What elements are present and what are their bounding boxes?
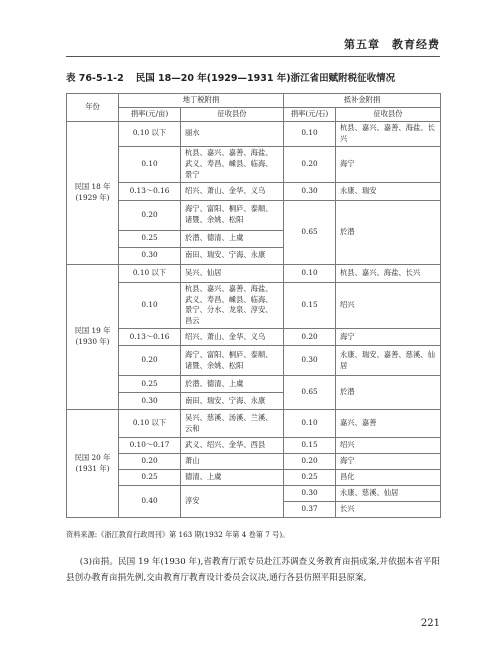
header-group-compensation: 抵补金附捐: [284, 94, 441, 108]
county-cell: 武义、绍兴、金华、西县: [181, 438, 284, 454]
year-cell: 民国 19 年(1930 年): [67, 264, 119, 410]
rate-cell: 0.25: [119, 230, 181, 247]
county-cell: 南田、瑞安、宁海、永康: [181, 393, 284, 410]
table-row: [67, 329, 441, 346]
county-cell: 海宁、富阳、桐庐、泰顺、诸暨、余姚、松阳: [181, 200, 284, 230]
county-cell: 南田、瑞安、宁海、永康: [181, 247, 284, 264]
county-cell: 萧山: [181, 454, 284, 470]
rate-cell: 0.30: [284, 486, 336, 502]
source-note: 资料来源:《浙江教育行政周刊》第 163 期(1932 年第 4 卷第 7 号)。: [66, 530, 290, 539]
header-group-land-tax: 地丁税附捐: [119, 94, 284, 108]
chapter-header: 第五章 教育经费: [344, 38, 440, 51]
rate-cell: 0.20: [284, 329, 336, 346]
county-cell: 绍兴、萧山、金华、义乌: [181, 182, 284, 200]
county-cell: 吴兴、仙居: [181, 264, 284, 282]
rate-cell: 0.10 以下: [119, 264, 181, 282]
rate-cell: 0.25: [284, 470, 336, 486]
year-cell: 民国 20 年(1931 年): [67, 410, 119, 518]
rate-cell: 0.30: [119, 393, 181, 410]
rate-cell: 0.25: [119, 376, 181, 393]
rate-cell: 0.20: [119, 454, 181, 470]
rate-cell: 0.10 以下: [119, 410, 181, 438]
table-row: [67, 264, 441, 282]
county-cell: 绍兴、萧山、金华、义乌: [181, 329, 284, 346]
header-rule: [66, 56, 440, 57]
table-row: [67, 346, 441, 376]
table-row: [67, 121, 441, 146]
body-paragraph: [66, 554, 440, 587]
rate-cell: 0.10: [119, 146, 181, 182]
county-cell: 杭县、嘉兴、嘉善、海盐、长兴: [336, 121, 441, 146]
rate-cell: 0.15: [284, 438, 336, 454]
header-rate-dan: 捐率(元/石): [284, 107, 336, 121]
page-number: 221: [420, 618, 440, 629]
county-cell: 绍兴: [336, 438, 441, 454]
county-cell: 永康、慈溪、仙居: [336, 486, 441, 502]
rate-cell: 0.30: [119, 247, 181, 264]
county-cell: 绍兴: [336, 282, 441, 329]
header-rate-mu: 捐率(元/亩): [119, 107, 181, 121]
rate-cell: 0.10 以下: [119, 121, 181, 146]
county-cell: 海宁: [336, 329, 441, 346]
rate-cell: 0.10: [119, 282, 181, 329]
table-row: [67, 438, 441, 454]
county-cell: 杭县、嘉兴、嘉善、海盐、武义、寿昌、嵊县、临海、景宁: [181, 146, 284, 182]
table-row: [67, 470, 441, 486]
county-cell: 杭县、嘉兴、海盐、长兴: [336, 264, 441, 282]
county-cell: 海宁、富阳、桐庐、泰顺、诸暨、余姚、松阳: [181, 346, 284, 376]
county-cell: 海宁: [336, 146, 441, 182]
county-cell: 德清、上虞: [181, 470, 284, 486]
county-cell: 吴兴、慈溪、汤溪、兰溪、云和: [181, 410, 284, 438]
table-row: [67, 454, 441, 470]
rate-cell: 0.10: [284, 264, 336, 282]
county-cell: 昌化: [336, 470, 441, 486]
header-year: 年份: [67, 94, 119, 122]
table-row: [67, 486, 441, 502]
tax-table: [66, 93, 441, 518]
rate-cell: 0.10～0.17: [119, 438, 181, 454]
rate-cell: 0.65: [284, 376, 336, 410]
rate-cell: 0.13～0.16: [119, 182, 181, 200]
rate-cell: 0.65: [284, 200, 336, 264]
table-row: [67, 200, 441, 230]
rate-cell: 0.10: [284, 410, 336, 438]
rate-cell: 0.20: [284, 146, 336, 182]
table-row: [67, 182, 441, 200]
table-caption: [66, 70, 395, 84]
county-cell: 於潜: [336, 200, 441, 264]
county-cell: 永康、瑞安、嘉善、慈溪、仙居: [336, 346, 441, 376]
county-cell: 嘉兴、嘉善: [336, 410, 441, 438]
rate-cell: 0.20: [119, 346, 181, 376]
header-county-2: 征收县份: [336, 107, 441, 121]
header-county-1: 征收县份: [181, 107, 284, 121]
table-title: 民国 18—20 年(1929—1931 年)浙江省田赋附税征收情况: [135, 73, 396, 84]
rate-cell: 0.30: [284, 182, 336, 200]
county-cell: 杭县、嘉兴、嘉善、海盐、武义、寿昌、嵊县、临海、景宁、分水、龙泉、淳安、昌云: [181, 282, 284, 329]
county-cell: 丽水: [181, 121, 284, 146]
rate-cell: 0.25: [119, 470, 181, 486]
rate-cell: 0.30: [284, 346, 336, 376]
county-cell: 海宁: [336, 454, 441, 470]
county-cell: 於潜: [336, 376, 441, 410]
paragraph-text: (3)亩捐。民国 19 年(1930 年),省教育厅派专员赴江苏调查义务教育亩捐成案,并依据本省平阳县创办教育亩捐先例,交由教育厅教育设计委员会议决,通行各县仿照平阳县原案,: [66, 557, 440, 584]
rate-cell: 0.15: [284, 282, 336, 329]
county-cell: 长兴: [336, 502, 441, 518]
county-cell: 於潜、德清、上虞: [181, 376, 284, 393]
rate-cell: 0.20: [284, 454, 336, 470]
year-cell: 民国 18 年(1929 年): [67, 121, 119, 264]
county-cell: 於潜、德清、上虞: [181, 230, 284, 247]
county-cell: 永康、瑞安: [336, 182, 441, 200]
rate-cell: 0.20: [119, 200, 181, 230]
rate-cell: 0.40: [119, 486, 181, 518]
rate-cell: 0.13～0.16: [119, 329, 181, 346]
table-row: [67, 146, 441, 182]
table-row: [67, 376, 441, 393]
rate-cell: 0.37: [284, 502, 336, 518]
county-cell: 淳安: [181, 486, 284, 518]
table-row: [67, 282, 441, 329]
rate-cell: 0.10: [284, 121, 336, 146]
table-row: [67, 410, 441, 438]
table-number: 表 76-5-1-2: [66, 73, 124, 84]
